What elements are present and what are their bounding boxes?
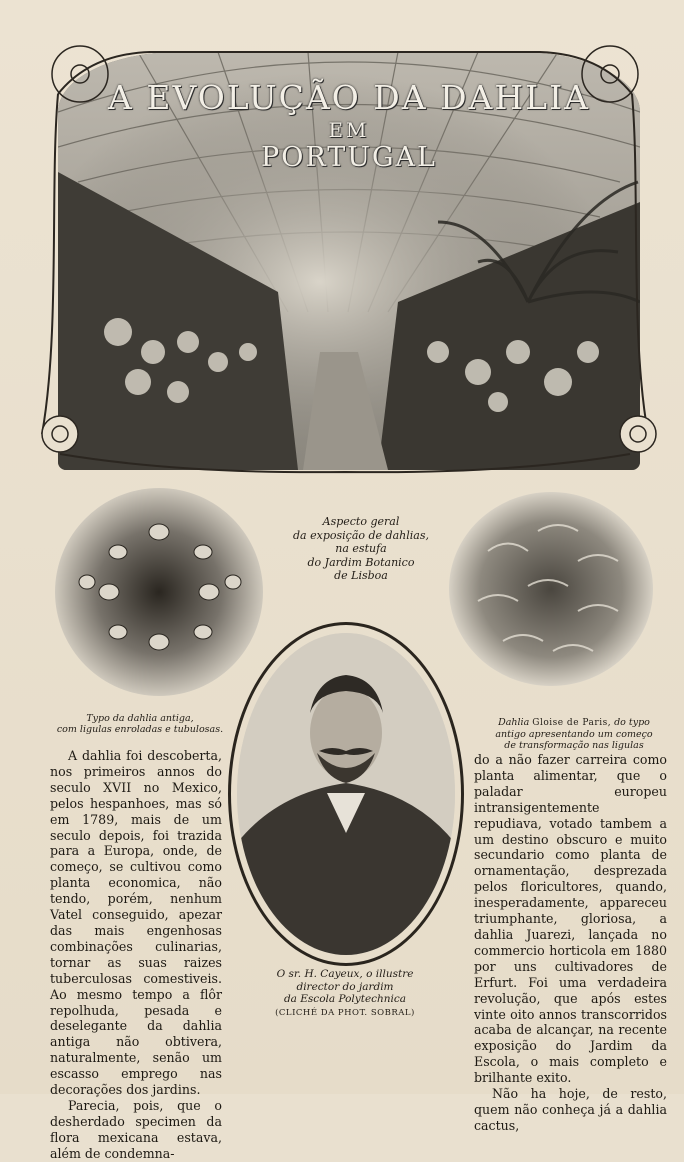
caption-line: antigo apresentando um começo <box>495 729 653 740</box>
antique-dahlia-caption <box>30 713 250 735</box>
paragraph: Não ha hoje, de resto, quem não conheça já a dahlia cactus, <box>474 1086 667 1133</box>
bow-ornament-left <box>42 416 78 452</box>
art-nouveau-frame <box>30 34 660 504</box>
article-column-left <box>50 748 222 1162</box>
caption-line: O sr. H. Cayeux, o illustre <box>276 968 414 980</box>
portrait-caption <box>230 968 460 1019</box>
bow-ornament-right <box>620 416 656 452</box>
gloise-de-paris-dahlia-photo <box>448 491 654 687</box>
gloise-de-paris-caption <box>484 717 664 751</box>
paragraph: A dahlia foi descoberta, nos primeiros annos do seculo XVII no Mexico, pelos hespanhoes, mas só em 1789, mais de um seculo depois, foi trazida para a Europa, onde, de começo, se cultivou como planta economica, não tendo, porém, nenhum Vatel conseguido, apezar das mais engenhosas combinações culinarias, tornar as suas raizes tuberculosas comestiveis. Ao mesmo tempo a flôr repolhuda, pesada e deselegante da dahlia antiga não obtivera, naturalmente, senão um escasso emprego nas decorações dos jardins. <box>50 748 222 1098</box>
paragraph: do a não fazer carreira como planta alimentar, que o paladar europeu intransigentemente repudiava, votado tambem a um destino obscuro e muito secundario como planta de ornamentação, desprezada pelos floricultores, quando, inesperadamente, appareceu triumphante, gloriosa, a dahlia Juarezi, lançada no commercio horticola em 1880 por uns cultivadores de Erfurt. Foi uma verdadeira revolução, que após estes vinte oito annos transcorridos acaba de alcançar, na recente exposição do Jardim da Escola, o mais completo e brilhante exito. <box>474 752 667 1086</box>
caption-line: do Jardim Botanico <box>307 555 415 569</box>
caption-line: de transformação nas ligulas <box>504 740 644 751</box>
caption-line: da exposição de dahlias, <box>293 528 429 542</box>
article-column-right <box>474 752 667 1134</box>
title-line-3: PORTUGAL <box>261 142 437 173</box>
portrait-oval-frame <box>228 622 464 966</box>
caption-line: com ligulas enroladas e tubulosas. <box>56 724 224 735</box>
dahlia-variety-name: Gloise de Paris, <box>532 718 612 728</box>
paragraph: Parecia, pois, que o desherdado specimen da flora mexicana estava, além de condemna- <box>50 1097 222 1161</box>
antique-dahlia-photo <box>52 487 266 697</box>
caption-line: na estufa <box>335 542 387 555</box>
title-line-2: EM <box>328 118 370 142</box>
caption-line: de Lisboa <box>334 569 388 582</box>
photo-credit: (CLICHÉ DA PHOT. SOBRAL) <box>275 1007 415 1018</box>
greenhouse-caption <box>276 515 446 583</box>
caption-line: Typo da dahlia antiga, <box>86 713 194 724</box>
caption-prefix: Dahlia <box>498 717 530 728</box>
caption-line: director do jardim <box>296 980 394 993</box>
title-line-1: A EVOLUÇÃO DA DAHLIA <box>108 78 590 117</box>
caption-line: Aspecto geral <box>322 515 400 528</box>
caption-line: da Escola Polytechnica <box>283 993 407 1005</box>
caption-line: do typo <box>614 717 650 728</box>
